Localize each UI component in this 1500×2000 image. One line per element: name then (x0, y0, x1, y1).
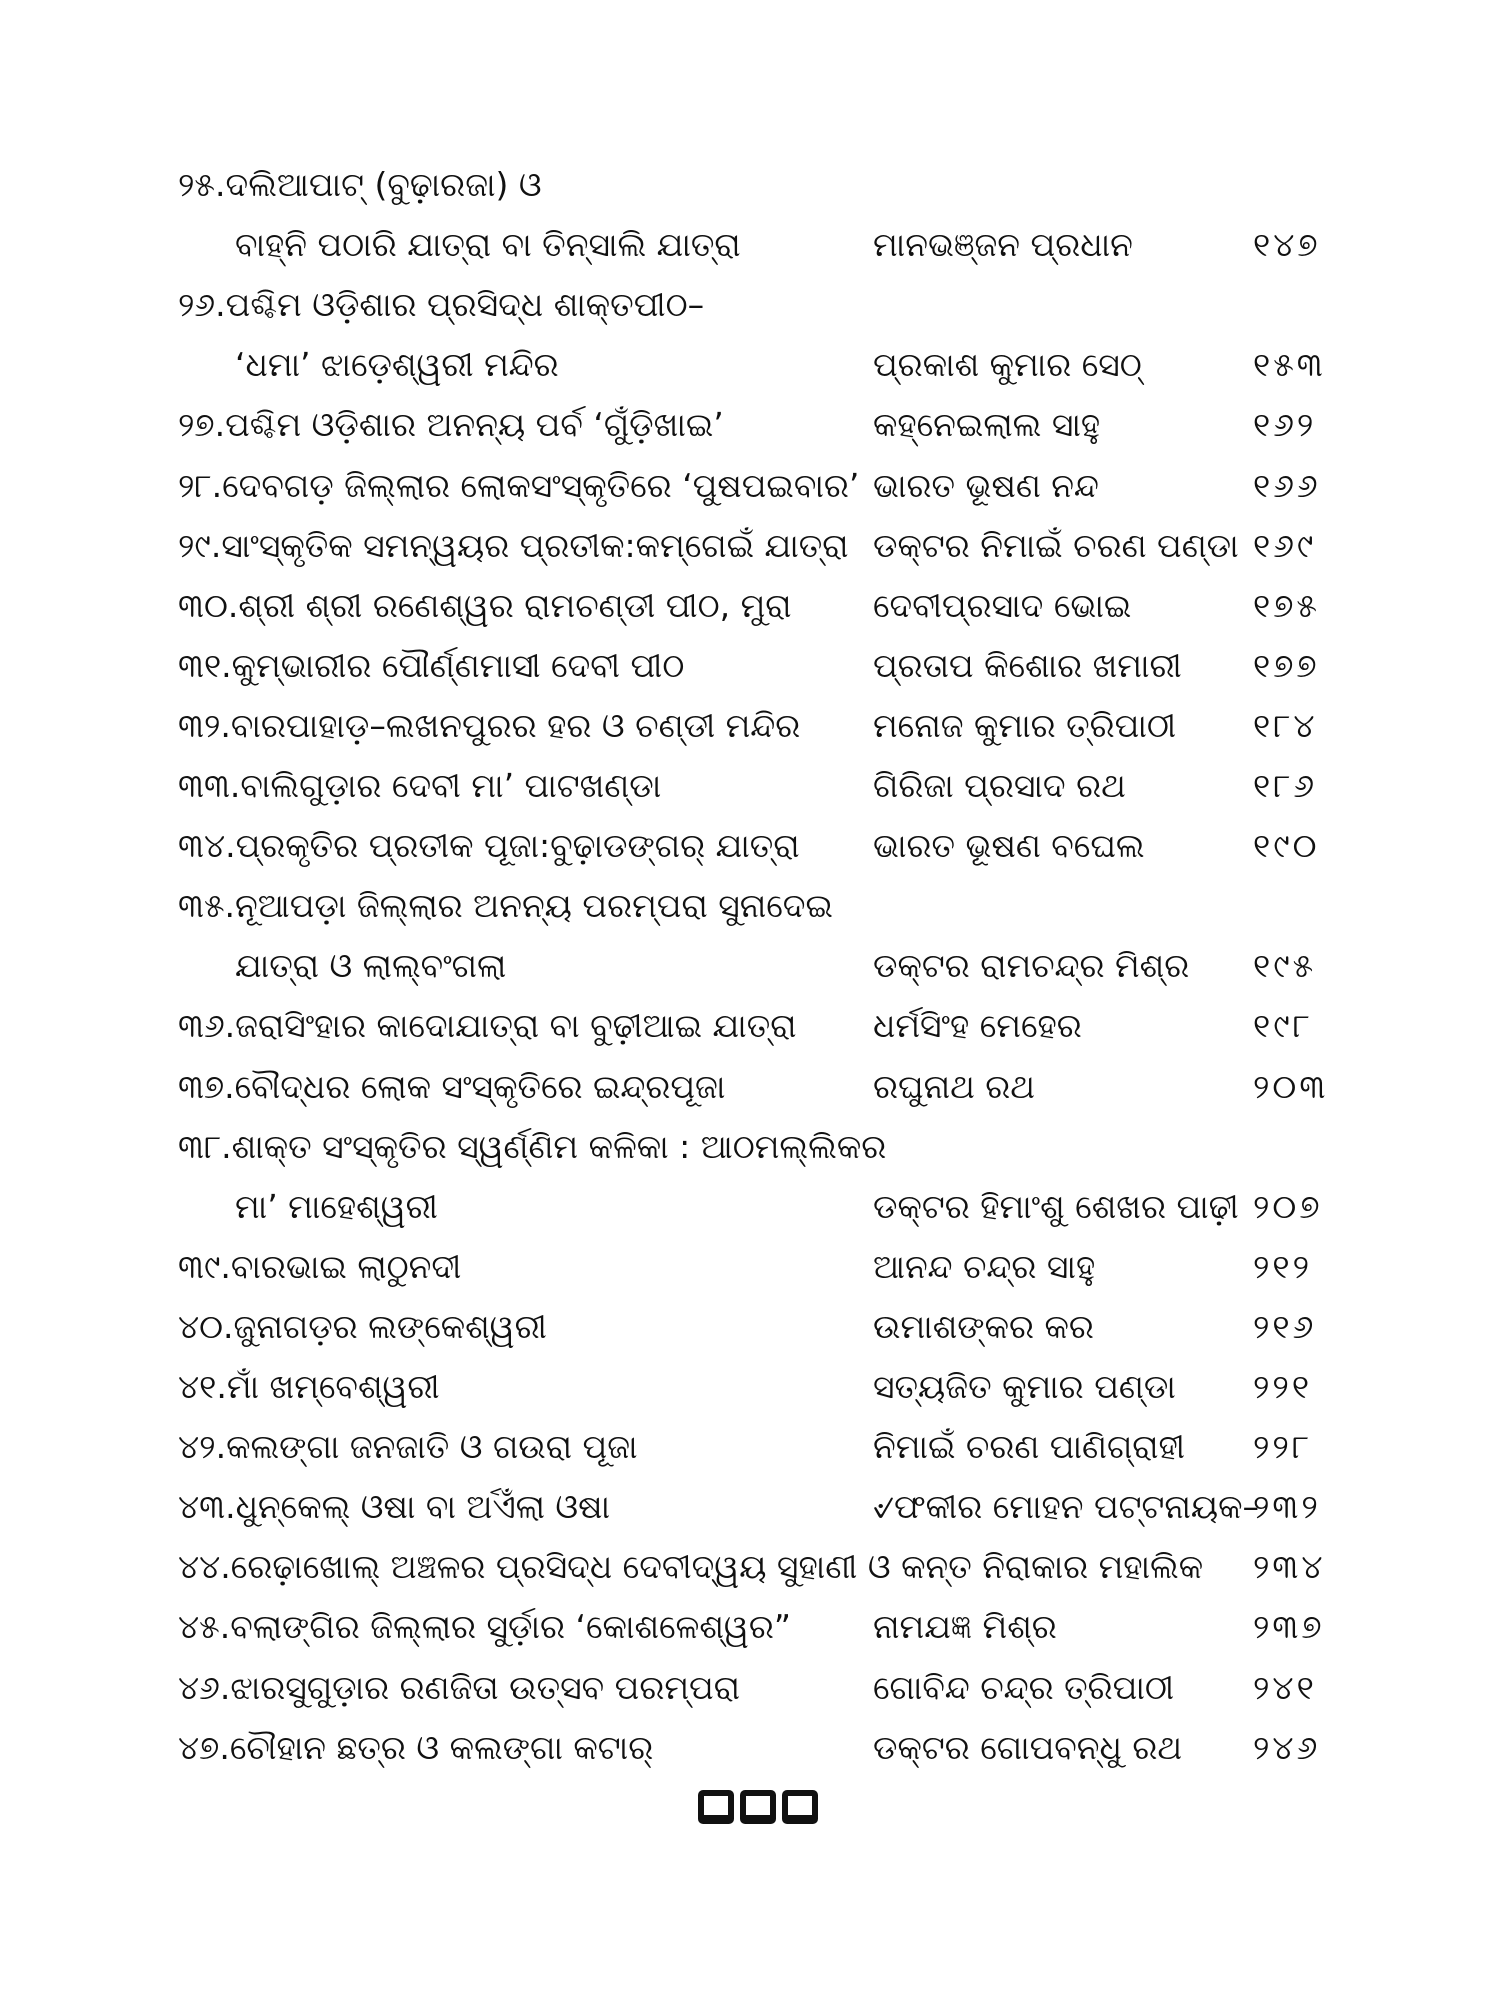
toc-author: ଭାରତ ଭୂଷଣ ବଘେଲ (873, 826, 1145, 866)
toc-row (0, 220, 1500, 270)
toc-row (0, 701, 1500, 751)
toc-title: ୩୩.ବାଲିଗୁଡ଼ାର ଦେବୀ ମା’ ପାଟଖଣ୍ଡା (178, 766, 662, 805)
toc-page: ୨୩୭ (1253, 1607, 1325, 1647)
toc-row (0, 1302, 1500, 1352)
toc-page: ୨୨୮ (1253, 1427, 1313, 1467)
toc-author: ପ୍ରକାଶ କୁମାର ସେଠ୍ (873, 345, 1142, 385)
toc-author: ଡକ୍ଟର ରାମଚନ୍ଦ୍ର ମିଶ୍ର (873, 946, 1190, 986)
toc-page: ୨୧୨ (1253, 1246, 1313, 1286)
toc-page: ୧୮୪ (1253, 705, 1318, 745)
toc-author: ଧର୍ମସିଂହ ମେହେର (873, 1006, 1082, 1046)
toc-title: ମା’ ମାହେଶ୍ୱରୀ (235, 1186, 438, 1226)
toc-author: ଡକ୍ଟର ଗୋପବନ୍ଧୁ ରଥ (873, 1727, 1183, 1767)
toc-author: ରଘୁନାଥ ରଥ (873, 1066, 1035, 1106)
end-box-icon (740, 1790, 776, 1824)
toc-title: ଯାତ୍ରା ଓ ଲାଲ୍‌ବଂଗଲା (235, 946, 507, 986)
toc-author: ୰ଫକୀର ମୋହନ ପଟ୍ଟନାୟକ– (873, 1487, 1260, 1527)
toc-row (0, 1482, 1500, 1532)
toc-row (0, 1723, 1500, 1773)
toc-page: ୧୬୯ (1253, 525, 1317, 565)
end-ornament (698, 1790, 818, 1824)
toc-author: ନାମଯଜ୍ଞ ମିଶ୍ର (873, 1607, 1057, 1647)
toc-author: ଆନନ୍ଦ ଚନ୍ଦ୍ର ସାହୁ (873, 1246, 1096, 1286)
toc-row (0, 641, 1500, 691)
toc-row (0, 1242, 1500, 1292)
toc-title: ୪୪.ରେଢ଼ାଖୋଲ୍ ଅଞ୍ଚଳର ପ୍ରସିଦ୍ଧ ଦେବୀଦ୍ୱୟ ସୁହାଣୀ ଓ କନ୍ତ ନିରାକାର ମହାଲିକ (178, 1547, 1204, 1587)
toc-page: ୧୬୬ (1253, 465, 1321, 505)
toc-row (0, 1122, 1500, 1172)
end-box-icon (782, 1790, 818, 1824)
toc-row (0, 761, 1500, 811)
toc-title: ୨୮.ଦେବଗଡ଼ ଜିଲ୍ଲାର ଲୋକସଂସ୍କୃତିରେ ‘ପୁଷପଇବାର’ (178, 465, 860, 505)
toc-title: ୨୭.ପଶ୍ଚିମ ଓଡ଼ିଶାର ଅନନ୍ୟ ପର୍ବ ‘ଗୁଁଡ଼ିଖାଇ’ (178, 405, 724, 445)
toc-page: ୨୦୭ (1253, 1186, 1323, 1226)
toc-row (0, 821, 1500, 871)
toc-author: ସତ୍ୟଜିତ କୁମାର ପଣ୍ଡା (873, 1367, 1176, 1406)
toc-title: ୪୦.ଜୁନାଗଡ଼ର ଲଙ୍କେଶ୍ୱରୀ (178, 1306, 547, 1346)
toc-title: ୪୨.କଲଙ୍ଗା ଜନଜାତି ଓ ଗଉରା ପୂଜା (178, 1427, 638, 1467)
toc-page: ୧୯୮ (1253, 1006, 1313, 1046)
toc-title: ୪୫.ବଲାଙ୍ଗିର ଜିଲ୍ଲାର ସୁର୍ଡ଼ାର ‘କୋଶଳେଶ୍ୱର” (178, 1607, 791, 1647)
toc-author: ଗିରିଜା ପ୍ରସାଦ ରଥ (873, 766, 1126, 805)
toc-row (0, 1602, 1500, 1652)
toc-title: ୩୪.ପ୍ରକୃତିର ପ୍ରତୀକ ପୂଜା:ବୁଢ଼ାଡଙ୍ଗର୍ ଯାତ୍ରା (178, 826, 800, 866)
toc-title: ୩୯.ବାରଭାଇ ଲାଠୁନଦୀ (178, 1246, 462, 1286)
toc-author: ଡକ୍ଟର ନିମାଇଁ ଚରଣ ପଣ୍ଡା (873, 525, 1239, 565)
toc-row (0, 1001, 1500, 1051)
toc-page: ୧୭୫ (1253, 585, 1320, 625)
toc-title: ୪୬.ଝାରସୁଗୁଡ଼ାର ରଣଜିତା ଉତ୍ସବ ପରମ୍ପରା (178, 1667, 740, 1707)
toc-row (0, 581, 1500, 631)
toc-author: ଉମାଶଙ୍କର କର (873, 1306, 1094, 1346)
toc-page: ୨୦୩ (1253, 1066, 1329, 1106)
toc-row (0, 280, 1500, 330)
toc-title: ୩୫.ନୂଆପଡ଼ା ଜିଲ୍ଲାର ଅନନ୍ୟ ପରମ୍ପରା ସୁନାଦେଇ (178, 886, 833, 926)
toc-author: ଦେବୀପ୍ରସାଦ ଭୋଇ (873, 585, 1132, 625)
toc-title: ‘ଧମା’ ଝାଡ଼େଶ୍ୱରୀ ମନ୍ଦିର (235, 345, 559, 385)
toc-title: ୨୯.ସାଂସ୍କୃତିକ ସମନ୍ୱୟର ପ୍ରତୀକ:କମ୍‌ଗେଇଁ ଯାତ୍ରା (178, 525, 849, 565)
toc-title: ୩୮.ଶାକ୍ତ ସଂସ୍କୃତିର ସ୍ୱର୍ଣ୍ଣିମ କଳିକା : ଆଠମଲ୍ଲିକର (178, 1126, 887, 1166)
toc-page: ୧୫୩ (1253, 345, 1326, 385)
toc-row (0, 1542, 1500, 1592)
toc-page: ୧୯୦ (1253, 826, 1320, 866)
toc-author: ମନୋଜ କୁମାର ତ୍ରିପାଠୀ (873, 705, 1177, 745)
toc-page: ୨୪୬ (1253, 1727, 1321, 1767)
toc-row (0, 1422, 1500, 1472)
toc-row (0, 1182, 1500, 1232)
toc-title: ୩୧.କୁମ୍ଭାରୀର ପୌର୍ଣ୍ଣମାସୀ ଦେବୀ ପୀଠ (178, 645, 685, 685)
toc-row (0, 461, 1500, 511)
toc-title: ୪୭.ଚୌହାନ ଛତ୍ର ଓ କଲଙ୍ଗା କଟାର୍ (178, 1727, 654, 1767)
toc-page: ୨୩୨ (1253, 1487, 1321, 1527)
toc-page: ୨୪୧ (1253, 1667, 1317, 1707)
toc-row (0, 340, 1500, 390)
toc-page: ୧୪୭ (1253, 225, 1321, 265)
toc-row (0, 1062, 1500, 1112)
toc-title: ୪୧.ମାଁ ଖମ୍ବେଶ୍ୱରୀ (178, 1367, 440, 1406)
toc-author: ମାନଭଞ୍ଜନ ପ୍ରଧାନ (873, 225, 1133, 265)
toc-title: ୩୦.ଶ୍ରୀ ଶ୍ରୀ ରଣେଶ୍ୱର ରାମଚଣ୍ଡୀ ପୀଠ, ମୁରା (178, 585, 792, 625)
toc-author: ଡକ୍ଟର ହିମାଂଶୁ ଶେଖର ପାଢ଼ୀ (873, 1186, 1239, 1226)
toc-row (0, 1362, 1500, 1412)
toc-row (0, 160, 1500, 210)
toc-row (0, 941, 1500, 991)
toc-author: ପ୍ରତାପ କିଶୋର ଖମାରୀ (873, 645, 1182, 685)
toc-title: ୪୩.ଧୁନ୍‌କେଲ୍ ଓଷା ବା ଅର୍ଏଁଲା ଓଷା (178, 1487, 611, 1527)
toc-page: ୨୨୧ (1253, 1367, 1313, 1406)
toc-title: ୩୨.ବାରପାହାଡ଼–ଲଖନପୁରର ହର ଓ ଚଣ୍ଡୀ ମନ୍ଦିର (178, 705, 801, 745)
toc-row (0, 881, 1500, 931)
toc-author: କହ୍ନେଇଲାଲ ସାହୁ (873, 405, 1101, 445)
toc-title: ୨୬.ପଶ୍ଚିମ ଓଡ଼ିଶାର ପ୍ରସିଦ୍ଧ ଶାକ୍ତପୀଠ– (178, 285, 705, 325)
toc-page: ୨୧୬ (1253, 1306, 1317, 1346)
toc-page: ୧୬୨ (1253, 405, 1317, 445)
toc-author: ଗୋବିନ୍ଦ ଚନ୍ଦ୍ର ତ୍ରିପାଠୀ (873, 1667, 1175, 1707)
toc-author: ନିମାଇଁ ଚରଣ ପାଣିଗ୍ରାହୀ (873, 1427, 1185, 1467)
toc-page: ୨୩୪ (1253, 1547, 1326, 1587)
toc-author: ଭାରତ ଭୂଷଣ ନନ୍ଦ (873, 465, 1099, 505)
toc-title: ୩୬.ଜରାସିଂହାର କାଦୋଯାତ୍ରା ବା ବୁଢ଼ୀଆଇ ଯାତ୍ରା (178, 1006, 797, 1046)
toc-title: ୩୭.ବୌଦ୍ଧର ଲୋକ ସଂସ୍କୃତିରେ ଇନ୍ଦ୍ରପୂଜା (178, 1066, 726, 1106)
toc-page: ୧୭୭ (1253, 645, 1320, 685)
end-box-icon (698, 1790, 734, 1824)
toc-title: ୨୫.ଦଲିଆପାଟ୍ (ବୁଢ଼ାରଜା) ଓ (178, 165, 542, 204)
toc-page: ୧୮୬ (1253, 766, 1318, 805)
toc-title: ବାହ୍ନି ପଠାରି ଯାତ୍ରା ବା ତିନ୍‌ସାଲି ଯାତ୍ରା (235, 225, 741, 265)
toc-row (0, 1663, 1500, 1713)
toc-row (0, 521, 1500, 571)
toc-page: ୧୯୫ (1253, 946, 1317, 986)
toc-row (0, 400, 1500, 450)
